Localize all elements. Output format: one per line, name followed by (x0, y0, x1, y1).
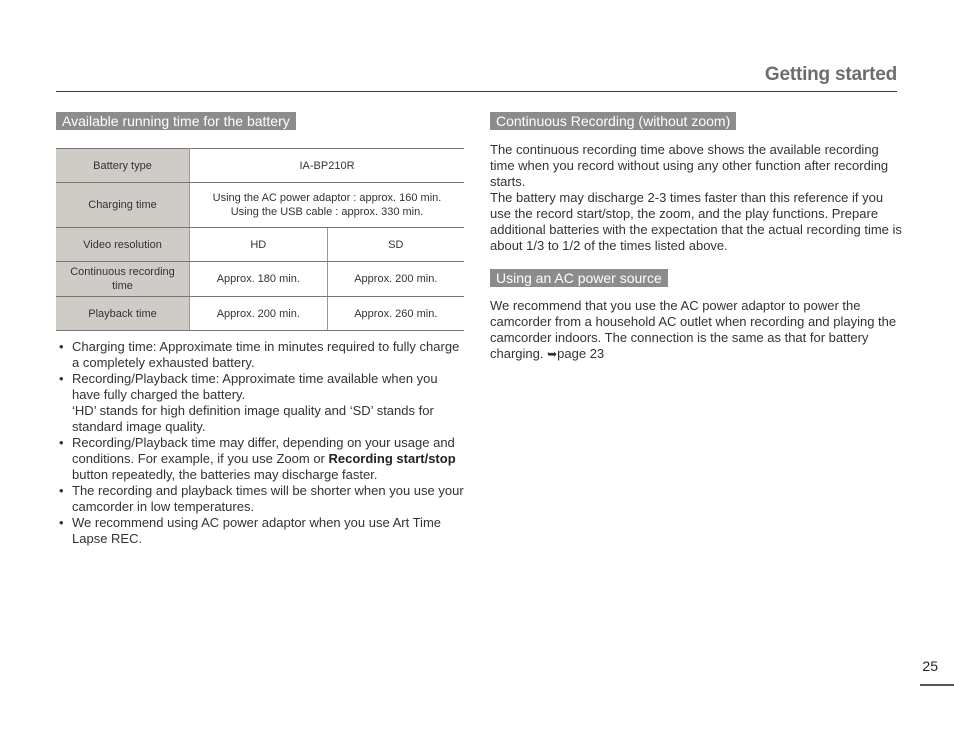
battery-notes-list (56, 339, 466, 547)
continuous-section-heading: Continuous Recording (without zoom) (490, 112, 736, 130)
charging-time-usb: Using the USB cable : approx. 330 min. (230, 206, 424, 218)
bullet-icon: • (59, 339, 64, 354)
list-item: • Charging time: Approximate time in minutes required to fully charge a completely exhausted battery. (59, 339, 460, 370)
continuous-para-1: The continuous recording time above shows the available recording time when you record without using any other function after recording starts. (490, 142, 889, 189)
continuous-section-body (490, 142, 902, 254)
bullet-icon: • (59, 515, 64, 530)
bullet-icon: • (59, 435, 64, 450)
playback-time-label: Playback time (56, 297, 190, 331)
video-resolution-hd: HD (190, 228, 328, 262)
page-number: 25 (922, 658, 938, 674)
page-ref-link[interactable]: page 23 (557, 346, 605, 361)
charging-time-value (190, 183, 465, 228)
page-title: Getting started (764, 64, 897, 85)
battery-section-heading: Available running time for the battery (56, 112, 296, 130)
page-number-rule (920, 684, 954, 686)
charging-time-label: Charging time (56, 183, 190, 228)
table-row (56, 228, 464, 262)
continuous-para-2: The battery may discharge 2-3 times faster than this reference if you use the record start/stop, the zoom, and the play functions. Prepare additional batteries with the expectation that the actual recording time is about 1/3 to 1/2 of the times listed above. (490, 190, 902, 253)
list-item: • Recording/Playback time may differ, depending on your usage and conditions. For example, if you use Zoom or Recording start/stop button repeatedly, the batteries may discharge faster. (59, 435, 456, 482)
table-row (56, 149, 464, 183)
battery-type-value: IA-BP210R (190, 149, 465, 183)
title-divider (56, 91, 897, 92)
continuous-recording-sd: Approx. 200 min. (327, 262, 464, 297)
video-resolution-sd: SD (327, 228, 464, 262)
page-ref-arrow-icon: ➥ (547, 347, 558, 361)
battery-table (56, 148, 464, 331)
bullet-icon: • (59, 371, 64, 386)
table-row (56, 262, 464, 297)
playback-time-hd: Approx. 200 min. (190, 297, 328, 331)
list-item: • The recording and playback times will be shorter when you use your camcorder in low temperatures. (59, 483, 464, 514)
charging-time-ac: Using the AC power adaptor : approx. 160 min. (212, 192, 442, 204)
table-row (56, 183, 464, 228)
battery-type-label: Battery type (56, 149, 190, 183)
bullet-icon: • (59, 483, 64, 498)
ac-section-heading: Using an AC power source (490, 269, 668, 287)
continuous-recording-label: Continuous recording time (56, 262, 190, 297)
list-item: • Recording/Playback time: Approximate time available when you have fully charged the battery. ‘HD’ stands for high definition image quality and ‘SD’ stands for standard image quality. (59, 371, 438, 434)
table-row (56, 297, 464, 331)
playback-time-sd: Approx. 260 min. (327, 297, 464, 331)
ac-section-body: We recommend that you use the AC power adaptor to power the camcorder from a household AC outlet when recording and playing the camcorder indoors. The connection is the same as that for battery charging. ➥page 23 (490, 298, 897, 361)
continuous-recording-hd: Approx. 180 min. (190, 262, 328, 297)
list-item: • We recommend using AC power adaptor when you use Art Time Lapse REC. (59, 515, 442, 546)
video-resolution-label: Video resolution (56, 228, 190, 262)
recording-start-stop-term: Recording start/stop (328, 451, 456, 466)
